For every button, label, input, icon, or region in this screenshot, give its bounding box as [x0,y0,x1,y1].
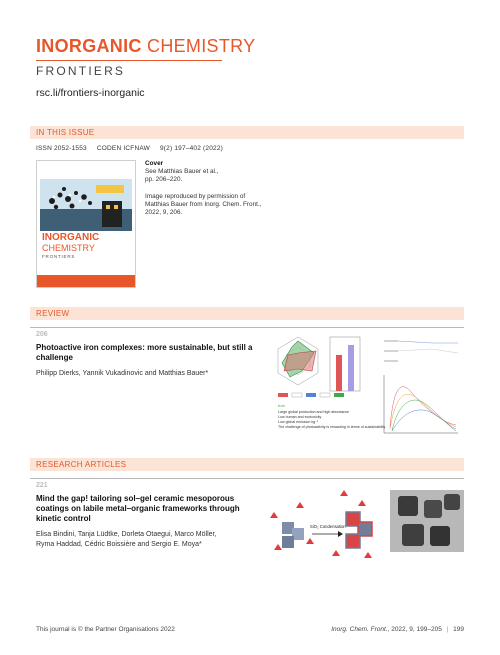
research-number: 221 [36,482,48,489]
review-graphic-bullet-2: Low human and ecotoxicity [278,415,322,419]
cover-heading: Cover [145,160,164,167]
footer-page-number: 199 [453,626,464,633]
energy-diagram [384,341,458,433]
brand-sub: FRONTIERS [36,64,126,78]
footer-citation: Inorg. Chem. Front., 2022, 9, 199–205 | 199 [331,626,464,633]
mof-cubes-left [282,522,304,548]
research-title[interactable]: Mind the gap! tailoring sol–gel ceramic mesoporous coatings on labile metal–organic frameworks through kinetic control [36,494,240,523]
review-authors: Philipp Dierks, Yannik Vukadinovic and Matthias Bauer* [36,370,209,377]
cover-title-3: FRONTIERS [42,254,76,259]
footer-copyright: This journal is © the Partner Organisations 2022 [36,626,175,633]
review-graphic-list-head: Iron [278,403,285,408]
research-graphic-arrow-label: SiO₂ Condensation [310,524,346,529]
coden: CODEN ICFNAW [96,145,150,152]
review-bar [30,307,464,320]
radar-chart [278,337,318,385]
brand-light: CHEMISTRY [147,36,256,56]
cover-reproduced: Image reproduced by permission of Matthias Bauer from Inorg. Chem. Front., 2022, 9, 206. [145,192,262,217]
issn-line [36,145,231,152]
cover-footer-strip [37,275,135,287]
cover-image[interactable] [36,160,136,288]
volume: 9(2) 197–402 (2022) [159,145,224,152]
in-this-issue-label: IN THIS ISSUE [36,128,95,137]
footer-journal: Inorg. Chem. Front., [331,626,390,633]
issn: ISSN 2052-1553 [36,145,87,152]
footer-details: 2022, 9, 199–205 [391,626,442,633]
review-number: 206 [36,331,48,338]
research-rule [30,478,464,479]
cover-pages: pp. 206–220. [145,176,183,184]
brand-rule [36,60,222,61]
mof-cubes-coated [346,512,372,548]
review-label: REVIEW [36,309,70,318]
journal-brand [36,36,255,56]
cover-title-2: CHEMISTRY [42,243,95,253]
review-graphic-bullet-3: Low global emission kg⁻¹ [278,420,319,424]
masthead [36,36,255,78]
in-this-issue-bar [30,126,464,139]
legend-strip [278,393,344,397]
journal-url[interactable]: rsc.li/frontiers-inorganic [36,87,145,99]
cover-artwork [40,179,132,231]
review-title[interactable]: Photoactive iron complexes: more sustainable, but still a challenge [36,343,253,362]
review-graphic [272,333,464,441]
review-rule [30,327,464,328]
research-authors: Elisa Bindini, Tanja Lüdtke, Dorleta Otaegui, Marco Möller, Ryma Haddad, Cédric Boissière and Sergio E. Moya* [36,531,217,548]
research-graphic [266,488,466,570]
cover-title-1: INORGANIC [42,232,100,243]
review-graphic-bullet-4: The challenge of photoactivity is rewarding in terms of sustainability [278,425,386,429]
bar-chart [330,337,360,391]
cover-top-strip [37,161,135,169]
review-graphic-bullet-1: Large global production and high abundance [278,410,350,414]
cover-see-line: See Matthias Bauer et al., [145,168,219,176]
tem-micrograph [390,490,464,552]
cover-info [145,160,265,225]
research-label: RESEARCH ARTICLES [36,460,127,469]
brand-bold: INORGANIC [36,36,142,56]
